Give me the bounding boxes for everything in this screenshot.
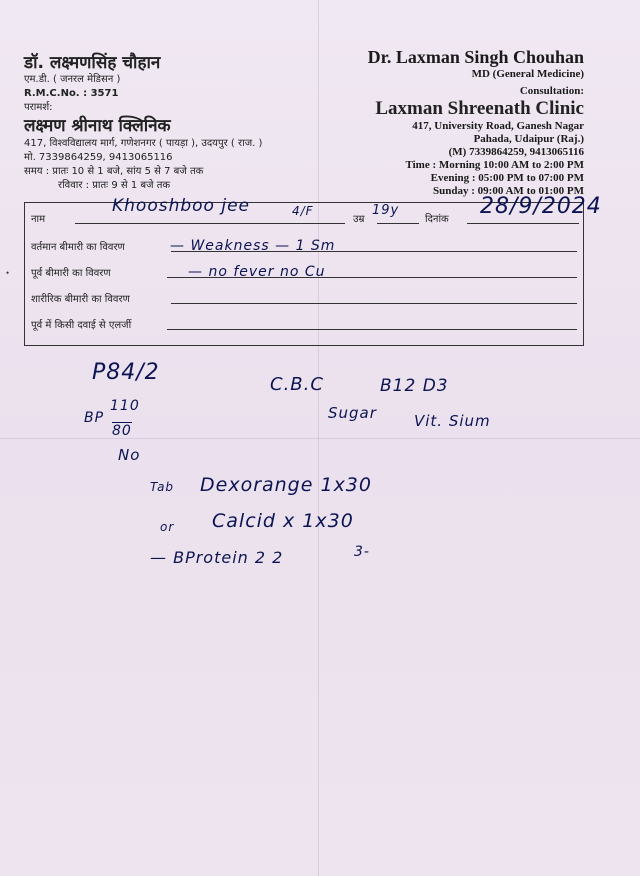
paper-fold-horizontal (0, 438, 640, 439)
hand-test-cbc: C.B.C (270, 374, 324, 395)
address-line2: Pahada, Udaipur (Raj.) (473, 133, 584, 145)
hand-test-b12: B12 D3 (380, 376, 449, 396)
physical-label: शारीरिक बीमारी का विवरण (31, 294, 130, 305)
clinic-name-hindi: लक्ष्मण श्रीनाथ क्लिनिक (24, 116, 171, 136)
doctor-name-english: Dr. Laxman Singh Chouhan (367, 47, 584, 67)
form-row-allergy (31, 313, 577, 333)
physical-line (171, 303, 577, 304)
hand-test-sugar: Sugar (328, 404, 377, 422)
hand-rx1: Dexorange 1x30 (200, 474, 372, 496)
hand-date: 28/9/2024 (480, 194, 602, 219)
sunday-hindi: रविवार : प्रातः 9 से 1 बजे तक (58, 180, 171, 191)
mobile-english: (M) 7339864259, 9413065116 (448, 146, 584, 158)
letterhead-english (304, 46, 584, 198)
consult-label-hindi: परामर्श: (24, 102, 53, 113)
time-evening: Evening : 05:00 PM to 07:00 PM (430, 172, 584, 184)
hand-rx2: Calcid x 1x30 (212, 510, 354, 532)
degree-hindi: एम.डी. ( जनरल मेडिसन ) (24, 74, 121, 85)
address-hindi: 417, विश्वविद्यालय मार्ग, गणेशनगर ( पायड़ा ), उदयपुर ( राज. ) (24, 138, 263, 149)
hand-sex: 4/F (292, 204, 314, 218)
hand-bp-top: 110 (110, 398, 140, 414)
mobile-hindi: मो. 7339864259, 9413065116 (24, 152, 173, 163)
address-line1: 417, University Road, Ganesh Nagar (412, 120, 584, 132)
hand-rx2-prefix: or (160, 520, 175, 534)
name-line (75, 223, 345, 224)
age-line (377, 223, 419, 224)
current-illness-label: वर्तमान बीमारी का विवरण (31, 242, 125, 253)
time-sunday: Sunday : 09:00 AM to 01:00 PM (433, 185, 584, 197)
hand-rx3-qty: 3- (354, 544, 370, 560)
consultation-label: Consultation: (519, 85, 584, 97)
name-label: नाम (31, 214, 46, 225)
hand-test-vit: Vit. Sium (414, 412, 491, 430)
hand-note-no: No (118, 446, 141, 464)
hand-current-illness: — Weakness — 1 Sm (170, 238, 336, 254)
doctor-name-hindi: डॉ. लक्ष्मणसिंह चौहान (24, 53, 161, 73)
allergy-line (167, 329, 577, 330)
hand-pulse: P84/2 (92, 360, 160, 385)
hand-rx1-prefix: Tab (150, 480, 175, 494)
hand-patient-name: Khooshboo jee (112, 196, 250, 216)
date-label: दिनांक (425, 214, 449, 225)
age-label: उम्र (353, 214, 365, 225)
rmc-number: R.M.C.No. : 3571 (24, 88, 119, 99)
form-row-physical (31, 287, 577, 307)
margin-mark: • (6, 268, 10, 278)
clinic-name-english: Laxman Shreenath Clinic (375, 98, 584, 119)
hand-bp-label: BP (84, 410, 105, 426)
hand-past-illness: — no fever no Cu (188, 264, 326, 280)
time-morning: Time : Morning 10:00 AM to 2:00 PM (405, 159, 584, 171)
timing-hindi: समय : प्रातः 10 से 1 बजे, सांय 5 से 7 बजे तक (24, 166, 204, 177)
past-illness-label: पूर्व बीमारी का विवरण (31, 268, 111, 279)
date-line (467, 223, 579, 224)
degree-english: MD (General Medicine) (471, 68, 584, 80)
hand-bp-bottom: 80 (112, 423, 132, 439)
allergy-label: पूर्व में किसी दवाई से एलर्जी (31, 320, 132, 331)
hand-rx3: — BProtein 2 2 (150, 548, 284, 567)
hand-age: 19y (372, 203, 400, 218)
